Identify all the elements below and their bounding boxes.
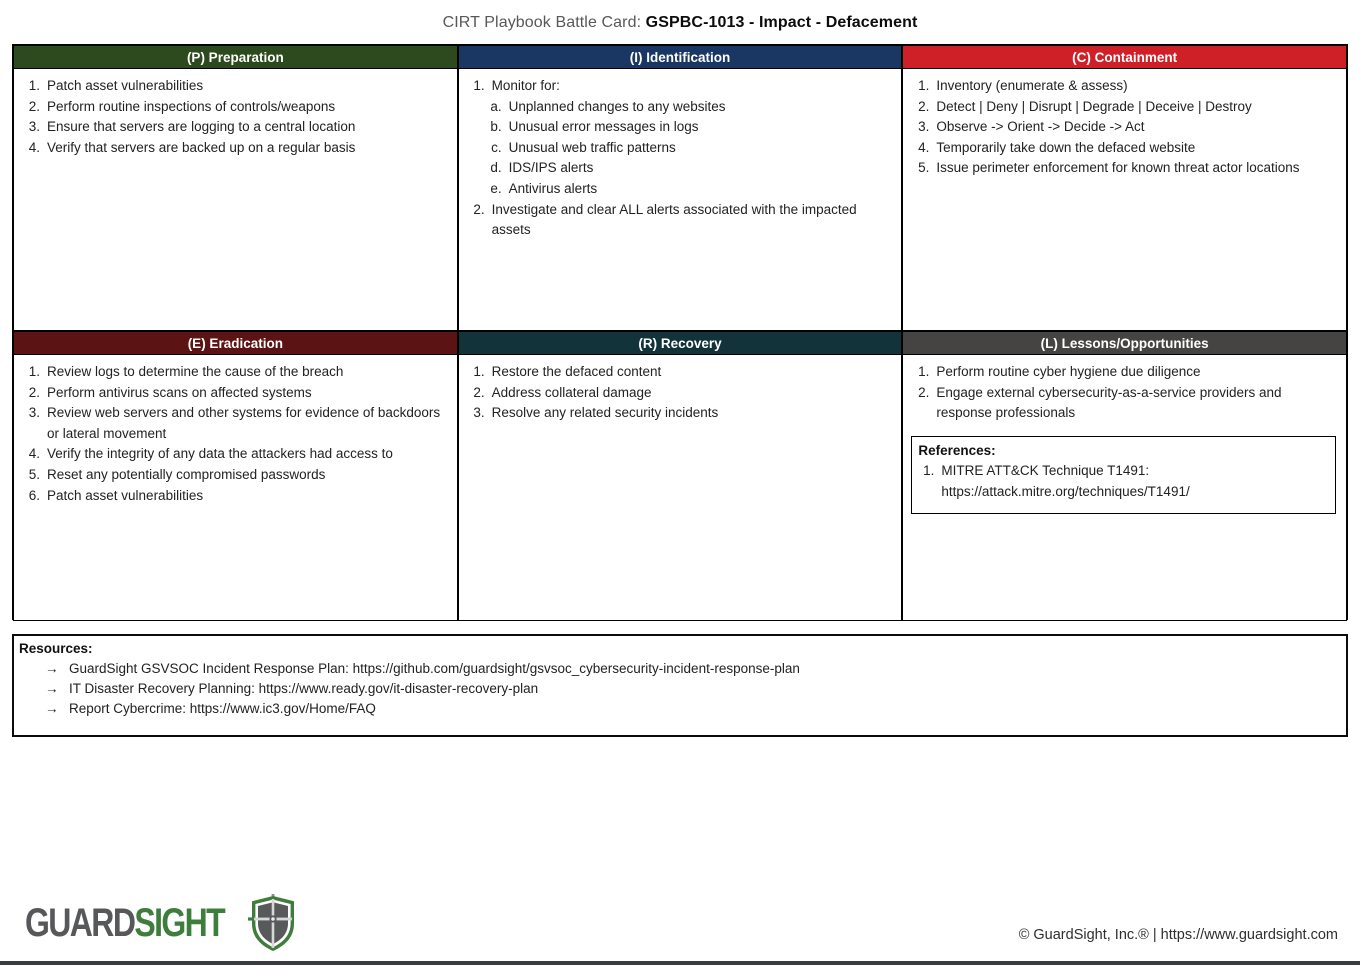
list-item [20,444,451,465]
list-item [20,362,451,383]
list-item-marker: 2. [473,201,485,217]
panel-body-recovery [459,355,902,620]
list-item-marker: 3. [28,405,40,421]
reference-item [914,482,1329,503]
logo-text-sight: SIGHT [134,900,225,945]
list-item [482,138,896,159]
reference-text: https://attack.mitre.org/techniques/T1491/ [941,483,1190,499]
list-item [20,138,451,159]
list-item-text: Detect | Deny | Disrupt | Degrade | Deceive | Destroy [936,98,1252,114]
list-item [20,383,451,404]
list-item-marker [914,482,941,503]
list-item [482,117,896,138]
list-item [909,97,1340,118]
panel-body-preparation [14,69,457,330]
resource-text: Report Cybercrime: https://www.ic3.gov/Home/FAQ [69,701,376,717]
playbook-grid [12,44,1348,620]
list-item-text: Patch asset vulnerabilities [47,78,204,93]
list-item-text: Restore the defaced content [491,364,662,379]
resource-item [19,699,1338,719]
panel-lessons [902,331,1347,621]
arrow-right-icon: → [45,701,59,717]
panel-header-preparation: (P) Preparation [14,46,457,69]
panel-eradication [13,331,458,621]
list-item-text: Monitor for: [491,78,560,93]
resource-text: IT Disaster Recovery Planning: https://www.ready.gov/it-disaster-recovery-plan [69,681,539,697]
list-item [909,362,1340,383]
list-item [909,383,1340,424]
logo-text-guard: GUARD [25,900,135,945]
resource-item [19,659,1338,679]
references-heading: References: [918,442,996,458]
panel-header-recovery: (R) Recovery [459,332,902,355]
shield-crosshair-icon [248,894,298,952]
list-item-text: Temporarily take down the defaced website [936,139,1196,155]
panel-containment [902,45,1347,331]
reference-text: MITRE ATT&CK Technique T1491: [941,463,1150,479]
list-item-text: Address collateral damage [491,384,652,400]
list-item-text: Engage external cybersecurity-as-a-service providers and response professionals [936,384,1282,421]
list-item-text: Perform antivirus scans on affected systems [47,384,312,400]
list-item-marker: 2. [918,384,930,400]
list-item-marker: 2. [473,384,485,400]
list-item-text: Reset any potentially compromised passwords [47,466,326,482]
list-item-text: Issue perimeter enforcement for known threat actor locations [936,160,1300,176]
resource-text: GuardSight GSVSOC Incident Response Plan: https://github.com/guardsight/gsvsoc_cybersecurity-incident-response-plan [69,661,800,676]
list-item [482,179,896,200]
list-item-marker: 6. [28,487,40,503]
list-item [465,76,896,97]
list-item-text: Observe -> Orient -> Decide -> Act [936,119,1145,135]
list-item [909,158,1340,179]
list-item-text: Verify the integrity of any data the attackers had access to [47,446,393,462]
list-item-marker: 1. [918,78,930,93]
list-item [20,486,451,507]
list-item-text: Investigate and clear ALL alerts associated with the impacted assets [491,201,857,238]
list-item-marker: 2. [28,98,40,114]
list-item-text: Antivirus alerts [508,180,598,196]
list-item-marker: e. [490,180,502,196]
list-item-text: Unusual web traffic patterns [508,139,676,155]
list-item-marker: 3. [28,119,40,135]
page-title-card-name: GSPBC-1013 - Impact - Defacement [645,14,918,31]
list-item-marker: 1. [28,78,40,93]
panel-body-containment [903,69,1346,330]
list-item-text: Review logs to determine the cause of the breach [47,364,344,379]
list-item-marker: 3. [918,119,930,135]
list-item-marker: 1. [28,364,40,379]
guardsight-logo-text [25,901,224,946]
list-item-marker: 2. [28,384,40,400]
list-item-marker: b. [490,119,502,135]
list-item-marker: 3. [473,405,485,421]
list-item [465,383,896,404]
arrow-right-icon: → [45,661,59,676]
panel-body-lessons [903,355,1346,620]
list-item-marker: 1. [473,78,485,93]
resources-box [12,634,1348,737]
list-item-text: IDS/IPS alerts [508,160,594,176]
guardsight-logo [25,894,298,952]
list-item [465,403,896,424]
list-item-marker: 1. [473,364,485,379]
list-item-marker: 1. [923,463,935,479]
list-item-text: Unplanned changes to any websites [508,98,726,114]
list-item [465,200,896,241]
resource-item [19,679,1338,699]
list-item [20,465,451,486]
panel-header-eradication: (E) Eradication [14,332,457,355]
list-item [482,158,896,179]
panel-header-containment: (C) Containment [903,46,1346,69]
panel-identification [458,45,903,331]
list-item-marker: 4. [918,139,930,155]
list-item-text: Perform routine inspections of controls/weapons [47,98,336,114]
page-title [0,14,1360,32]
references-box [911,436,1336,514]
panel-preparation [13,45,458,331]
list-item [20,117,451,138]
arrow-right-icon: → [45,681,59,697]
list-item-text: Resolve any related security incidents [491,405,719,421]
list-item [909,138,1340,159]
list-item [909,117,1340,138]
panel-header-identification: (I) Identification [459,46,902,69]
list-item-marker: 5. [28,466,40,482]
list-item [909,76,1340,97]
reference-item [914,461,1329,482]
list-item-text: Patch asset vulnerabilities [47,487,204,503]
panel-body-eradication [14,355,457,620]
list-item-text: Review web servers and other systems for evidence of backdoors or lateral movement [47,405,441,441]
list-item [20,76,451,97]
resources-list [19,659,1338,720]
copyright-text: © GuardSight, Inc.® | https://www.guardsight.com [1018,927,1338,943]
resources-heading: Resources: [19,641,93,656]
list-item-marker: 4. [28,446,40,462]
page-footer [25,893,1338,953]
panel-recovery [458,331,903,621]
list-item-marker: 2. [918,98,930,114]
list-item-text: Verify that servers are backed up on a regular basis [47,139,356,155]
list-item [465,362,896,383]
bottom-accent-bar [0,961,1360,965]
list-item-text: Perform routine cyber hygiene due diligence [936,364,1201,379]
list-item-marker: d. [490,160,502,176]
list-item-text: Unusual error messages in logs [508,119,699,135]
panel-body-identification [459,69,902,330]
page-title-prefix: CIRT Playbook Battle Card: [442,14,646,31]
list-item [482,97,896,118]
list-item-marker: 5. [918,160,930,176]
list-item [20,403,451,444]
list-item-marker: 1. [918,364,930,379]
list-item [20,97,451,118]
list-item-text: Inventory (enumerate & assess) [936,78,1128,93]
list-item-marker: 4. [28,139,40,155]
list-item-marker: a. [490,98,502,114]
list-item-marker: c. [491,139,502,155]
list-item-text: Ensure that servers are logging to a central location [47,119,356,135]
panel-header-lessons: (L) Lessons/Opportunities [903,332,1346,355]
